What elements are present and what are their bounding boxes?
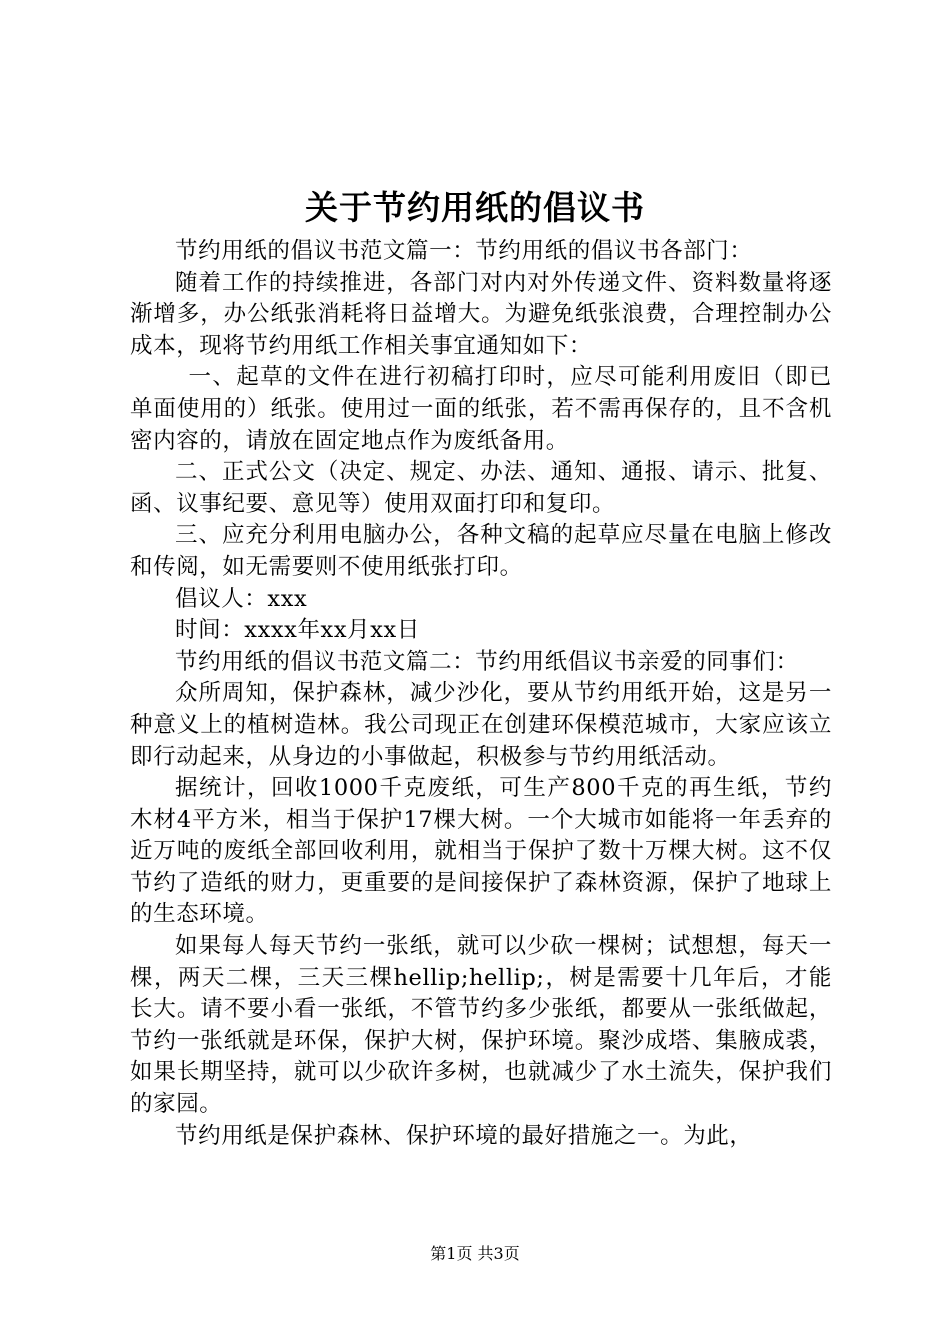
paragraph: 如果每人每天节约一张纸，就可以少砍一棵树；试想想，每天一棵，两天二棵，三天三棵hellip;hellip;，树是需要十几年后，才能长大。请不要小看一张纸，不管节约多少张纸，都要从一张纸做起，节约一张纸就是环保，保护大树，保护环境。聚沙成塔、集腋成裘，如果长期坚持，就可以少砍许多树，也就减少了水土流失，保护我们的家园。 [130, 933, 832, 1118]
document-title: 关于节约用纸的倡议书 [305, 188, 645, 227]
signature-line: 倡议人：xxx [175, 585, 308, 612]
paragraph: 三、应充分利用电脑办公，各种文稿的起草应尽量在电脑上修改和传阅，如无需要则不使用纸张打印。 [130, 522, 832, 580]
paragraph: 节约用纸的倡议书范文篇一：节约用纸的倡议书各部门： [175, 238, 753, 264]
paragraph: 一、起草的文件在进行初稿打印时，应尽可能利用废旧（即已单面使用的）纸张。使用过一面的纸张，若不需再保存的，且不含机密内容的，请放在固定地点作为废纸备用。 [130, 364, 832, 454]
paragraph: 众所周知，保护森林，减少沙化，要从节约用纸开始，这是另一种意义上的植树造林。我公司现正在创建环保模范城市，大家应该立即行动起来，从身边的小事做起，积极参与节约用纸活动。 [130, 680, 832, 770]
date-line: 时间：xxxx年xx月xx日 [175, 617, 420, 644]
paragraph: 节约用纸是保护森林、保护环境的最好措施之一。为此， [175, 1122, 753, 1149]
paragraph: 节约用纸的倡议书范文篇二：节约用纸倡议书亲爱的同事们： [175, 648, 799, 675]
paragraph: 随着工作的持续推进，各部门对内对外传递文件、资料数量将逐渐增多，办公纸张消耗将日益增大。为避免纸张浪费，合理控制办公成本，现将节约用纸工作相关事宜通知如下： [130, 269, 832, 359]
document-body [130, 236, 832, 1152]
paragraph: 据统计，回收1000千克废纸，可生产800千克的再生纸，节约木材4平方米，相当于保护17棵大树。一个大城市如能将一年丢弃的近万吨的废纸全部回收利用，就相当于保护了数十万棵大树。这不仅节约了造纸的财力，更重要的是间接保护了森林资源，保护了地球上的生态环境。 [130, 775, 832, 928]
page-footer: 第1页 共3页 [430, 1244, 520, 1263]
paragraph: 二、正式公文（决定、规定、办法、通知、通报、请示、批复、函、议事纪要、意见等）使用双面打印和复印。 [130, 459, 832, 517]
